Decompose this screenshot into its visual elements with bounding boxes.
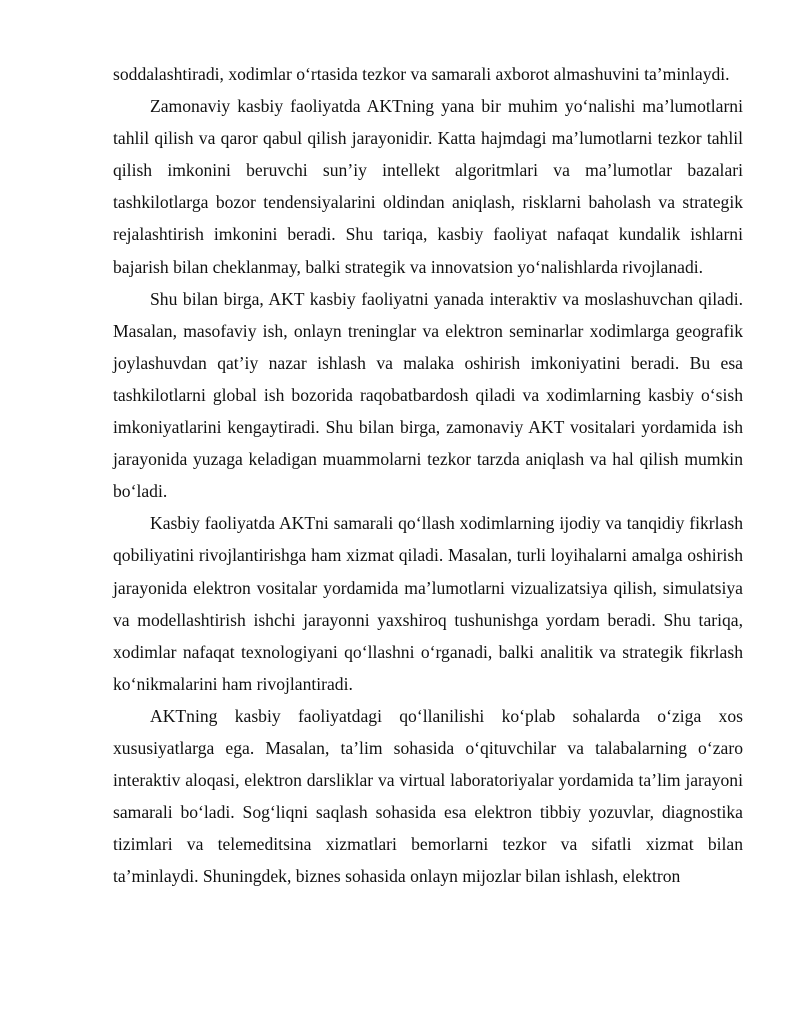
paragraph-data-analysis: Zamonaviy kasbiy faoliyatda AKTning yana bir muhim yo‘nalishi ma’lumotlarni tahlil qilish va qaror qabul qilish jarayonidir. Katta hajmdagi ma’lumotlarni tezkor tahlil qilish imkonini beruvchi sun’iy intellekt algoritmlari va ma’lumotlar bazalari tashkilotlarga bozor tendensiyalarini oldindan aniqlash, risklarni baholash va strategik rejalashtirish imkonini beradi. Shu tariqa, kasbiy faoliyat nafaqat kundalik ishlarni bajarish bilan cheklanmay, balki strategik va innovatsion yo‘nalishlarda rivojlanadi. bbox=[113, 96, 743, 277]
paragraph-critical-thinking: Kasbiy faoliyatda AKTni samarali qo‘llash xodimlarning ijodiy va tanqidiy fikrlash qobiliyatini rivojlantirishga ham xizmat qiladi. Masalan, turli loyihalarni amalga oshirish jarayonida elektron vositalar yordamida ma’lumotlarni vizualizatsiya qilish, simulatsiya va modellashtirish ishchi jarayonni yaxshiroq tushunishga yordam beradi. Shu tariqa, xodimlar nafaqat texnologiyani qo‘llashni o‘rganadi, balki analitik va strategik fikrlash ko‘nikmalarini ham rivojlantiradi. bbox=[113, 513, 743, 694]
paragraph-sector-applications: AKTning kasbiy faoliyatdagi qo‘llanilishi ko‘plab sohalarda o‘ziga xos xususiyatlarga ega. Masalan, ta’lim sohasida o‘qituvchilar va talabalarning o‘zaro interaktiv aloqasi, elektron darsliklar va virtual laboratoriyalar yordamida ta’lim jarayoni samarali bo‘ladi. Sog‘liqni saqlash sohasida esa elektron tibbiy yozuvlar, diagnostika tizimlari va telemeditsina xizmatlari bemorlarni tezkor va sifatli xizmat bilan ta’minlaydi. Shuningdek, biznes sohasida onlayn mijozlar bilan ishlash, elektron bbox=[113, 705, 743, 887]
document-page bbox=[113, 58, 743, 892]
paragraph-continuation: soddalashtiradi, xodimlar o‘rtasida tezkor va samarali axborot almashuvini ta’minlaydi. bbox=[113, 64, 730, 84]
paragraph-interactive-work: Shu bilan birga, AKT kasbiy faoliyatni yanada interaktiv va moslashuvchan qiladi. Masalan, masofaviy ish, onlayn treninglar va elektron seminarlar xodimlarga geografik joylashuvdan qat’iy nazar ishlash va malaka oshirish imkoniyatini beradi. Bu esa tashkilotlarni global ish bozorida raqobatbardosh qiladi va xodimlarning kasbiy o‘sish imkoniyatlarini kengaytiradi. Shu bilan birga, zamonaviy AKT vositalari yordamida ish jarayonida yuzaga keladigan muammolarni tezkor tarzda aniqlash va hal qilish mumkin bo‘ladi. bbox=[113, 288, 743, 502]
